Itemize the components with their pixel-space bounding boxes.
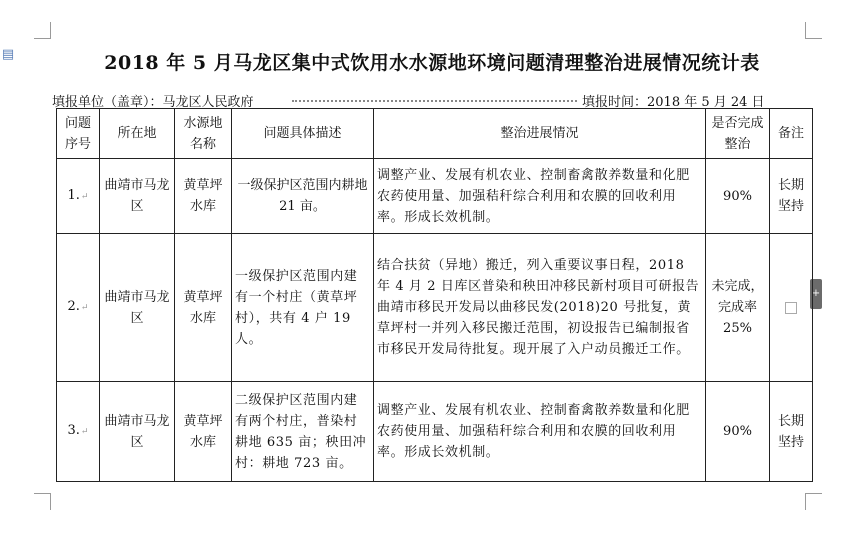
row-description: 一级保护区范围内建有一个村庄（黄草坪村），共有 4 户 19 人。 [232, 234, 374, 382]
table-row [57, 159, 813, 234]
table-row [57, 382, 813, 482]
page-title: 2018 年 5 月马龙区集中式饮用水水源地环境问题清理整治进展情况统计表 [104, 52, 760, 74]
row-progress: 调整产业、发展有机农业、控制畜禽散养数量和化肥农药使用量、加强秸秆综合利用和农膜的回收利用率。形成长效机制。 [374, 382, 706, 482]
row-location: 曲靖市马龙区 [100, 382, 175, 482]
crop-mark-bottom-right-v [805, 493, 806, 510]
row-location: 曲靖市马龙区 [100, 159, 175, 234]
row-number: 2.↵ [57, 234, 100, 382]
row-progress: 调整产业、发展有机农业、控制畜禽散养数量和化肥农药使用量、加强秸秆综合利用和农膜的回收利用率。形成长效机制。 [374, 159, 706, 234]
row-number: 3.↵ [57, 382, 100, 482]
row-remark: 长期坚持 [770, 382, 813, 482]
crop-mark-top-right-v [805, 22, 806, 39]
expand-tab-icon[interactable]: + [810, 279, 822, 309]
statistics-table [56, 108, 813, 482]
table-row [57, 234, 813, 382]
crop-mark-bottom-left-v [50, 493, 51, 510]
crop-mark-top-right-h [806, 38, 822, 39]
header-location: 所在地 [100, 109, 175, 159]
header-progress: 整治进展情况 [374, 109, 706, 159]
row-remark-cell [770, 234, 813, 382]
header-completed: 是否完成整治 [706, 109, 770, 159]
crop-mark-top-left-h [34, 38, 50, 39]
document-side-icon[interactable]: ▤ [1, 47, 15, 62]
row-water-source: 黄草坪水库 [175, 382, 232, 482]
crop-mark-bottom-left-h [34, 493, 50, 494]
row-completed: 90% [706, 382, 770, 482]
row-description: 二级保护区范围内建有两个村庄，普染村耕地 635 亩；秧田冲村：耕地 723 亩。 [232, 382, 374, 482]
row-location: 曲靖市马龙区 [100, 234, 175, 382]
row-water-source: 黄草坪水库 [175, 159, 232, 234]
row-number: 1.↵ [57, 159, 100, 234]
table-header-row [57, 109, 813, 159]
fill-unit: 填报单位（盖章）：马龙区人民政府 [52, 95, 254, 110]
row-water-source: 黄草坪水库 [175, 234, 232, 382]
row-description: 一级保护区范围内耕地 21 亩。 [232, 159, 374, 234]
row-remark: 长期坚持 [770, 159, 813, 234]
row-completed: 90% [706, 159, 770, 234]
dotted-leader [292, 100, 577, 102]
header-description: 问题具体描述 [232, 109, 374, 159]
remark-checkbox[interactable] [785, 302, 797, 314]
header-water-source: 水源地名称 [175, 109, 232, 159]
row-progress: 结合扶贫（异地）搬迁，列入重要议事日程，2018 年 4 月 2 日库区普染和秧田冲移民新村项目可研报告曲靖市移民开发局以曲移民发(2018)20 号批复，黄草坪村一并列入移民搬迁范围，初设报告已编制报省市移民开发局待批复。现开展了入户动员搬迁工作。 [374, 234, 706, 382]
header-remark: 备注 [770, 109, 813, 159]
crop-mark-bottom-right-h [806, 493, 822, 494]
row-completed: 未完成，完成率 25% [706, 234, 770, 382]
crop-mark-top-left-v [50, 22, 51, 39]
header-problem-no: 问题序号 [57, 109, 100, 159]
fill-time: 填报时间：2018 年 5 月 24 日 [582, 95, 765, 110]
